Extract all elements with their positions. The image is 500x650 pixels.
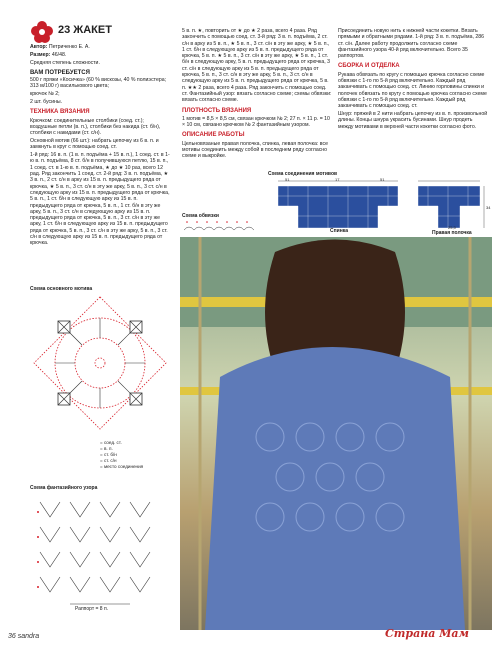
material-line: 500 г пряжи «Косичка» (60 % вискозы, 40 % полиэстера; 313 м/100 г) василькового цвета; <box>30 77 167 90</box>
motif-legend <box>30 440 170 470</box>
motif-schema-caption: Схема основного мотива <box>30 286 93 292</box>
cord-text: Шнур: пряжей в 2 нити набрать цепочку из в. п. произвольной длины. Концы шнура украсить бусинами. Шнур продеть между мотивами в верхней части кокетки согласно фото. <box>338 111 488 130</box>
technique-paragraph: 1-й ряд: 16 в. п. (1 в. п. подъёма + 15 в. п.), 1 соед. ст. в 1-ю в. п. подъёма, 8 ст. б/н в получившуюся петлю, 15 в. п., 1 соед. ст. в 1-ю в. п. подъёма, ★ до ★ 10 раз, всего 12 рад. Ряд закончить 1 соед. ст. 2-й ряд: 3 в. п. подъёма, ★ 3 в. п., 2 ст. с/н в арку из 15 в. п. предыдущего ряда от крючка, ★ 5 в. п., 3 ст. с/н в эту же арку, 5 в. п., 3 ст. с/н в следующую арку из 15 в. п. предыдущего ряда от крючка, 5 в. п., 1 ст. б/н в следующую арку из 15 в. п. предыдущего ряда от крючка, 5 в. п., 1 ст. б/н в эту же арку, 5 в. п., 3 ст. с/н в следующую арку из 15 в. п. предыдущего ряда от крючка, 5 в. п., 3 ст. с/н в эту же арку, 1 ст. б/н в следующую арку из 15 в. п. предыдущего ряда от крючка, 5 в. п., 3 ст. с/н в эту же арку, 5 в. п., 3 ст. с/н в следующую арку из 15 в. п. предыдущего ряда от крючка. <box>30 152 170 247</box>
legend-item: = в. п. <box>100 446 113 451</box>
size-line <box>30 52 170 58</box>
rapport-label: Раппорт = 8 п. <box>75 606 109 612</box>
work-heading: ОПИСАНИЕ РАБОТЫ <box>182 132 245 139</box>
assembly-text: Рукава обвязать по кругу с помощью крючка согласно схеме обвязки с 1-го по 5-й ряд включительно. Каждый ряд заканчивать с помощью соед. ст. Линию горловины спинки и полочек обвязать по кругу с помощью крючка согласно схеме обвязки с 1-го по 5-й ряд включительно. Каждый ряд заканчивать с помощью соед. ст. <box>338 71 487 110</box>
watermark: Страна Мам <box>385 627 469 640</box>
density-text: 1 мотив = 8,5 × 8,5 см, связан крючком № 2; 27 п. × 11 р. = 10 × 10 см, связано крючком № 2 фантазийным узором. <box>182 115 330 129</box>
model-photo <box>180 237 492 630</box>
motif-schema-diagram <box>30 293 170 463</box>
size-value: 46/48. <box>51 51 67 58</box>
dim-label: 51 <box>285 177 290 182</box>
material-line: 2 шт. бусины. <box>30 99 63 106</box>
pattern-schema-caption: Схема фантазийного узора <box>30 485 98 491</box>
density-heading: ПЛОТНОСТЬ ВЯЗАНИЯ <box>182 107 252 114</box>
page-number: 36 sandra <box>8 633 40 640</box>
author-value: Петриченко Е. А. <box>48 44 90 50</box>
technique-heading: ТЕХНИКА ВЯЗАНИЯ <box>30 109 90 116</box>
col2-text: 5 в. п. ★, повторить от ★ до ★ 2 раза, всего 4 раза. Ряд закончить с помощью соед. ст. 3-й ряд: 3 в. п. подъёма, 2 ст. с/н в арку из 5 в. п., ★ 5 в. п., 3 ст. с/н в эту же арку, ★ 5 в. п., 1 ст. б/н в следующую арку из 5 в. п. предыдущего ряда от крючка, 5 в. п. ★ 5 в. п., 3 ст. с/н в эту же арку, ★ 5 в. п., 1 ст. б/н в следующую арку, 5 в. п. предыдущего ряда от крючка, 3 ст. с/н в следующую арку из 5 в. п. предыдущего ряда от крючка, 5 в. п., 3 ст. с/н в эту же арку, 5 в. п., 3 ст. с/н в следующую арку из 5 в. п. предыдущего ряда от крючка, 5 в. п. ★★ 2 раза, всего 4 раза. Ряд закончить с помощью соед. ст. Фантазийный узор: вязать согласно схеме; схемы обвязки: вязать согласно схеме. <box>182 28 332 104</box>
author-label: Автор: <box>30 44 48 50</box>
pattern-schema-diagram <box>30 492 170 612</box>
article-title: 23 ЖАКЕТ <box>58 24 112 36</box>
author-line <box>30 44 170 50</box>
col3-text: Присоединить новую нить к нижней части кокетки. Вязать прямыми и обратными рядами. 1-й ряд: 3 в. п. подъёма, 286 ст. с/н. Далее работу продолжить согласно схеме фантазийного узора 40-й ряд включительно. Всего 35 раппортов. <box>338 28 485 60</box>
joining-diagram <box>268 176 490 238</box>
column-right <box>338 28 488 131</box>
flower-logo-icon <box>30 20 54 44</box>
materials-heading: ВАМ ПОТРЕБУЕТСЯ <box>30 69 90 76</box>
technique-paragraph: Основной мотив (66 шт.): набрать цепочку из 6 в. п. и замкнуть в круг с помощью соед. ст. <box>30 138 159 151</box>
difficulty: Средняя степень сложности. <box>30 59 100 66</box>
back-label: Спинка <box>330 228 349 234</box>
dim-label: 51 <box>380 177 385 182</box>
legend-item: = соед. ст. <box>100 440 122 445</box>
column-left <box>30 44 170 248</box>
legend-item: = место соединения <box>100 464 144 469</box>
legend-item: = ст. б/н <box>100 452 117 457</box>
joining-caption: Схема соединения мотивов <box>268 171 338 177</box>
material-line: крючок № 2; <box>30 91 60 98</box>
dim-label: 25,5 <box>448 225 456 230</box>
edging-caption: Схема обвязки <box>182 213 219 219</box>
work-text: Цельновязаные правая полочка, спинка, левая полочка: все мотивы соединить между собой в последнем ряду согласно схеме и выкройке. <box>182 140 328 160</box>
edging-diagram <box>182 218 262 236</box>
dim-label: 34 <box>486 205 491 210</box>
assembly-heading: СБОРКА И ОТДЕЛКА <box>338 63 400 70</box>
technique-paragraph: Крючком: соединительные столбики (соед. ст.); воздушные петли (в. п.), столбики без накида (ст. б/н), столбики с накидами (ст. с/н). <box>30 117 161 137</box>
size-label: Размер: <box>30 51 51 58</box>
front-label: Правая полочка <box>432 230 472 236</box>
dim-label: 17 <box>335 177 340 182</box>
legend-item: = ст. с/н <box>100 458 117 463</box>
column-middle <box>182 28 332 161</box>
